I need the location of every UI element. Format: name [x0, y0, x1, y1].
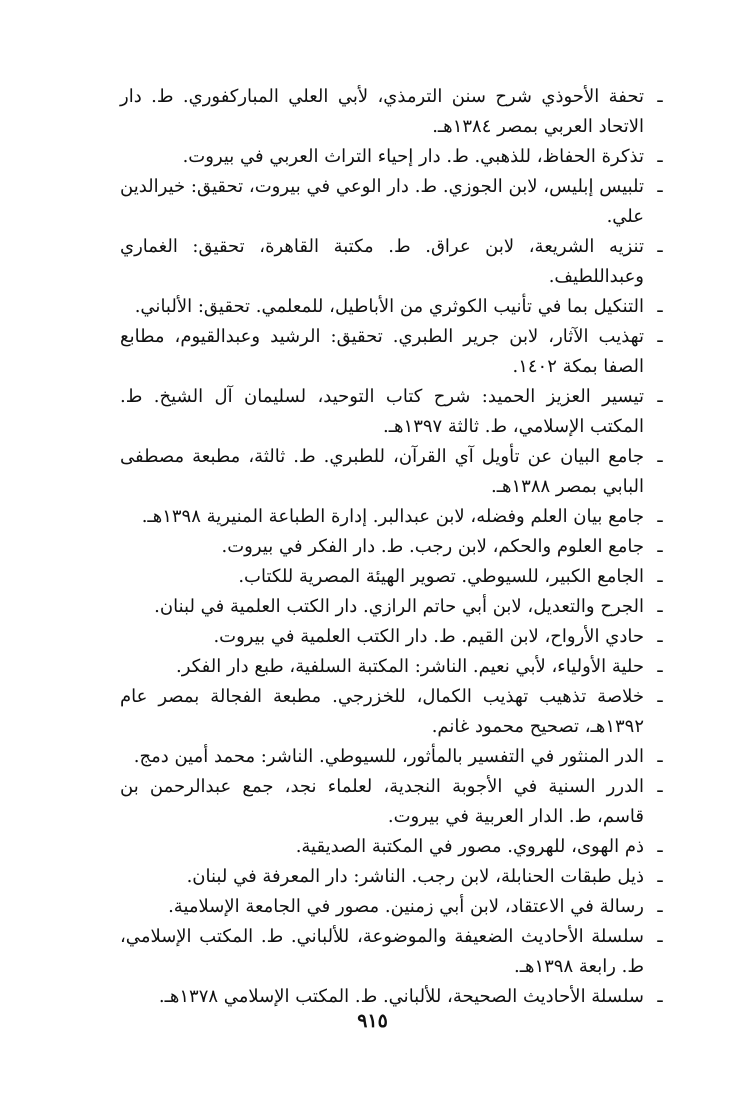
bibliography-entry — [120, 82, 668, 142]
bibliography-entry — [120, 442, 668, 502]
entry-text: سلسلة الأحاديث الضعيفة والموضوعة، للألباني. ط. المكتب الإسلامي، ط. رابعة ١٣٩٨هـ. — [120, 926, 644, 977]
entry-text: خلاصة تذهيب تهذيب الكمال، للخزرجي. مطبعة الفجالة بمصر عام ١٣٩٢هـ، تصحيح محمود غانم. — [120, 686, 644, 737]
entry-text: تهذيب الآثار، لابن جرير الطبري. تحقيق: الرشيد وعبدالقيوم، مطابع الصفا بمكة ١٤٠٢. — [120, 326, 644, 377]
bibliography-entry — [120, 682, 668, 742]
entry-text: تنزيه الشريعة، لابن عراق. ط. مكتبة القاهرة، تحقيق: الغماري وعبداللطيف. — [120, 236, 644, 287]
entry-dash: ـ — [657, 926, 663, 947]
bibliography-entry — [120, 742, 668, 772]
bibliography-entry — [120, 922, 668, 982]
entry-text: حادي الأرواح، لابن القيم. ط. دار الكتب العلمية في بيروت. — [213, 626, 644, 647]
entry-text: الجامع الكبير، للسيوطي. تصوير الهيئة المصرية للكتاب. — [238, 566, 644, 587]
entry-dash: ـ — [657, 326, 663, 347]
entry-text: الجرح والتعديل، لابن أبي حاتم الرازي. دار الكتب العلمية في لبنان. — [154, 596, 644, 617]
entry-dash: ـ — [657, 386, 663, 407]
entry-dash: ـ — [657, 986, 663, 1007]
bibliography-entry — [120, 232, 668, 292]
entry-text: جامع العلوم والحكم، لابن رجب. ط. دار الفكر في بيروت. — [221, 536, 644, 557]
bibliography-entry — [120, 862, 668, 892]
bibliography-list — [120, 82, 668, 1012]
entry-text: ذم الهوى، للهروي. مصور في المكتبة الصديقية. — [295, 836, 644, 857]
entry-dash: ـ — [657, 506, 663, 527]
bibliography-entry — [120, 322, 668, 382]
entry-dash: ـ — [657, 686, 663, 707]
entry-text: سلسلة الأحاديث الصحيحة، للألباني. ط. المكتب الإسلامي ١٣٧٨هـ. — [158, 986, 644, 1007]
bibliography-entry — [120, 592, 668, 622]
entry-dash: ـ — [657, 566, 663, 587]
entry-dash: ـ — [657, 446, 663, 467]
bibliography-entry — [120, 562, 668, 592]
entry-text: جامع البيان عن تأويل آي القرآن، للطبري. ط. ثالثة، مطبعة مصطفى البابي بمصر ١٣٨٨هـ. — [120, 446, 644, 497]
bibliography-entry — [120, 532, 668, 562]
entry-text: ذيل طبقات الحنابلة، لابن رجب. الناشر: دار المعرفة في لبنان. — [186, 866, 644, 887]
entry-dash: ـ — [657, 176, 663, 197]
entry-dash: ـ — [657, 86, 663, 107]
entry-text: رسالة في الاعتقاد، لابن أبي زمنين. مصور في الجامعة الإسلامية. — [168, 896, 644, 917]
entry-text: تحفة الأحوذي شرح سنن الترمذي، لأبي العلي المباركفوري. ط. دار الاتحاد العربي بمصر ١٣٨٤هـ. — [120, 86, 644, 137]
entry-dash: ـ — [657, 626, 663, 647]
entry-text: تيسير العزيز الحميد: شرح كتاب التوحيد، لسليمان آل الشيخ. ط. المكتب الإسلامي، ط. ثالثة ١٣٩٧هـ. — [120, 386, 644, 437]
entry-dash: ـ — [657, 536, 663, 557]
entry-dash: ـ — [657, 236, 663, 257]
entry-text: جامع بيان العلم وفضله، لابن عبدالبر. إدارة الطباعة المنيرية ١٣٩٨هـ. — [141, 506, 644, 527]
bibliography-entry — [120, 382, 668, 442]
entry-dash: ـ — [657, 896, 663, 917]
bibliography-entry — [120, 652, 668, 682]
entry-dash: ـ — [657, 836, 663, 857]
bibliography-entry — [120, 982, 668, 1012]
bibliography-entry — [120, 142, 668, 172]
page-number: ٩١٥ — [357, 1010, 388, 1032]
bibliography-entry — [120, 832, 668, 862]
bibliography-entry — [120, 292, 668, 322]
entry-dash: ـ — [657, 656, 663, 677]
bibliography-entry — [120, 172, 668, 232]
entry-dash: ـ — [657, 596, 663, 617]
entry-dash: ـ — [657, 296, 663, 317]
entry-text: الدرر السنية في الأجوبة النجدية، لعلماء نجد، جمع عبدالرحمن بن قاسم، ط. الدار العربية في بيروت. — [120, 776, 645, 827]
entry-text: تذكرة الحفاظ، للذهبي. ط. دار إحياء التراث العربي في بيروت. — [182, 146, 644, 167]
entry-dash: ـ — [657, 146, 663, 167]
entry-text: تلبيس إبليس، لابن الجوزي. ط. دار الوعي في بيروت، تحقيق: خيرالدين علي. — [120, 176, 644, 227]
entry-text: الدر المنثور في التفسير بالمأثور، للسيوطي. الناشر: محمد أمين دمج. — [133, 746, 644, 767]
bibliography-entry — [120, 772, 668, 832]
bibliography-entry — [120, 502, 668, 532]
entry-text: حلية الأولياء، لأبي نعيم. الناشر: المكتبة السلفية، طبع دار الفكر. — [176, 656, 644, 677]
entry-text: التنكيل بما في تأنيب الكوثري من الأباطيل، للمعلمي. تحقيق: الألباني. — [134, 296, 644, 317]
entry-dash: ـ — [657, 746, 663, 767]
entry-dash: ـ — [657, 866, 663, 887]
entry-dash: ـ — [657, 776, 663, 797]
bibliography-entry — [120, 622, 668, 652]
bibliography-entry — [120, 892, 668, 922]
